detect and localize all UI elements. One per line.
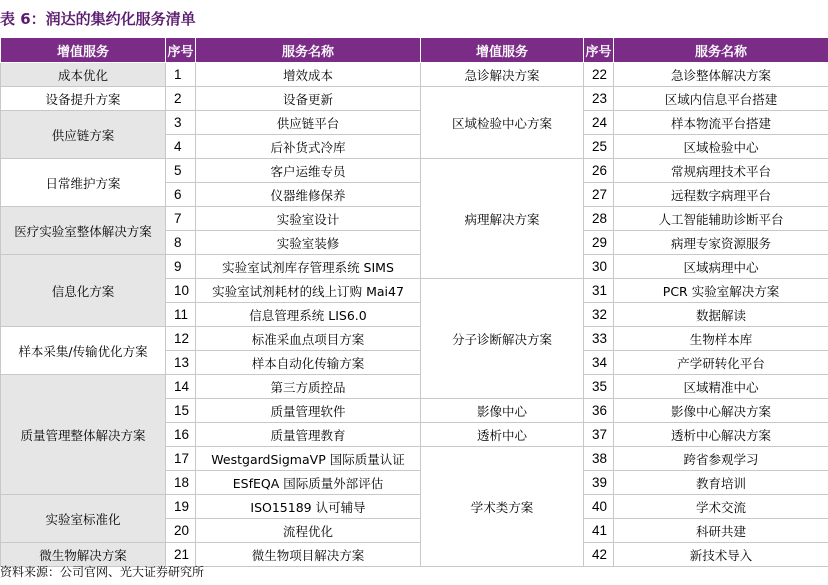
- service-group-right: 区域检验中心方案: [421, 87, 584, 159]
- service-number: 34: [584, 351, 614, 375]
- source-note: 资料来源：公司官网、光大证券研究所: [0, 565, 205, 579]
- table-row: [1, 207, 828, 231]
- service-number: 13: [166, 351, 196, 375]
- service-name: 跨省参观学习: [614, 447, 828, 471]
- service-number: 2: [166, 87, 196, 111]
- service-name: 质量管理教育: [196, 423, 421, 447]
- service-number: 42: [584, 543, 614, 567]
- service-name: ESfEQA 国际质量外部评估: [196, 471, 421, 495]
- service-number: 32: [584, 303, 614, 327]
- service-number: 16: [166, 423, 196, 447]
- service-number: 19: [166, 495, 196, 519]
- service-name: 远程数字病理平台: [614, 183, 828, 207]
- service-number: 23: [584, 87, 614, 111]
- service-number: 18: [166, 471, 196, 495]
- header-num-left: 序号: [166, 38, 196, 63]
- service-number: 21: [166, 543, 196, 567]
- header-num-right: 序号: [584, 38, 614, 63]
- service-number: 15: [166, 399, 196, 423]
- service-name: 质量管理软件: [196, 399, 421, 423]
- table-row: [1, 495, 828, 519]
- service-name: 供应链平台: [196, 111, 421, 135]
- service-number: 35: [584, 375, 614, 399]
- service-name: 透析中心解决方案: [614, 423, 828, 447]
- table-body: [1, 63, 828, 567]
- service-group-left: 微生物解决方案: [1, 543, 166, 567]
- service-name: 实验室试剂耗材的线上订购 Mai47: [196, 279, 421, 303]
- service-name: 人工智能辅助诊断平台: [614, 207, 828, 231]
- service-number: 24: [584, 111, 614, 135]
- service-number: 41: [584, 519, 614, 543]
- table-row: [1, 255, 828, 279]
- service-name: 影像中心解决方案: [614, 399, 828, 423]
- service-group-left: 医疗实验室整体解决方案: [1, 207, 166, 255]
- service-number: 12: [166, 327, 196, 351]
- service-number: 3: [166, 111, 196, 135]
- header-row: [1, 38, 828, 63]
- service-number: 9: [166, 255, 196, 279]
- service-number: 29: [584, 231, 614, 255]
- service-name: 增效成本: [196, 63, 421, 87]
- service-name: 客户运维专员: [196, 159, 421, 183]
- service-name: PCR 实验室解决方案: [614, 279, 828, 303]
- service-group-left: 质量管理整体解决方案: [1, 375, 166, 495]
- service-group-left: 样本采集/传输优化方案: [1, 327, 166, 375]
- service-number: 7: [166, 207, 196, 231]
- service-number: 37: [584, 423, 614, 447]
- service-number: 10: [166, 279, 196, 303]
- service-number: 25: [584, 135, 614, 159]
- service-number: 22: [584, 63, 614, 87]
- service-group-right: 学术类方案: [421, 447, 584, 567]
- service-name: 新技术导入: [614, 543, 828, 567]
- table-row: [1, 87, 828, 111]
- header-service-left: 增值服务: [1, 38, 166, 63]
- service-name: 区域检验中心: [614, 135, 828, 159]
- service-number: 20: [166, 519, 196, 543]
- service-number: 1: [166, 63, 196, 87]
- service-name: 区域精准中心: [614, 375, 828, 399]
- service-name: 实验室装修: [196, 231, 421, 255]
- service-table: [0, 37, 828, 563]
- service-number: 36: [584, 399, 614, 423]
- table-row: [1, 159, 828, 183]
- service-group-right: 病理解决方案: [421, 159, 584, 279]
- service-number: 6: [166, 183, 196, 207]
- service-group-right: 影像中心: [421, 399, 584, 423]
- service-number: 11: [166, 303, 196, 327]
- service-name: 病理专家资源服务: [614, 231, 828, 255]
- service-name: 信息管理系统 LIS6.0: [196, 303, 421, 327]
- service-group-left: 信息化方案: [1, 255, 166, 327]
- service-number: 4: [166, 135, 196, 159]
- service-name: ISO15189 认可辅导: [196, 495, 421, 519]
- service-number: 30: [584, 255, 614, 279]
- table-row: [1, 375, 828, 399]
- header-name-left: 服务名称: [196, 38, 421, 63]
- service-group-left: 日常维护方案: [1, 159, 166, 207]
- service-group-left: 实验室标准化: [1, 495, 166, 543]
- service-name: 常规病理技术平台: [614, 159, 828, 183]
- service-group-left: 供应链方案: [1, 111, 166, 159]
- service-name: 标准采血点项目方案: [196, 327, 421, 351]
- service-number: 27: [584, 183, 614, 207]
- service-name: 样本自动化传输方案: [196, 351, 421, 375]
- service-name: 第三方质控品: [196, 375, 421, 399]
- service-name: 学术交流: [614, 495, 828, 519]
- service-name: 科研共建: [614, 519, 828, 543]
- table-row: [1, 327, 828, 351]
- service-name: 教育培训: [614, 471, 828, 495]
- header-service-right: 增值服务: [421, 38, 584, 63]
- service-name: WestgardSigmaVP 国际质量认证: [196, 447, 421, 471]
- service-number: 17: [166, 447, 196, 471]
- service-name: 区域病理中心: [614, 255, 828, 279]
- service-name: 实验室设计: [196, 207, 421, 231]
- service-name: 微生物项目解决方案: [196, 543, 421, 567]
- service-number: 14: [166, 375, 196, 399]
- service-number: 26: [584, 159, 614, 183]
- service-name: 区域内信息平台搭建: [614, 87, 828, 111]
- service-name: 数据解读: [614, 303, 828, 327]
- service-number: 31: [584, 279, 614, 303]
- service-name: 急诊整体解决方案: [614, 63, 828, 87]
- service-group-right: 急诊解决方案: [421, 63, 584, 87]
- service-number: 8: [166, 231, 196, 255]
- service-number: 5: [166, 159, 196, 183]
- service-group-left: 成本优化: [1, 63, 166, 87]
- service-name: 后补货式冷库: [196, 135, 421, 159]
- service-group-right: 分子诊断解决方案: [421, 279, 584, 399]
- table-row: [1, 111, 828, 135]
- table-title: 表 6：润达的集约化服务清单: [0, 10, 196, 28]
- service-name: 样本物流平台搭建: [614, 111, 828, 135]
- service-name: 仪器维修保养: [196, 183, 421, 207]
- service-group-left: 设备提升方案: [1, 87, 166, 111]
- service-name: 生物样本库: [614, 327, 828, 351]
- service-number: 40: [584, 495, 614, 519]
- service-name: 流程优化: [196, 519, 421, 543]
- service-name: 实验室试剂库存管理系统 SIMS: [196, 255, 421, 279]
- service-name: 设备更新: [196, 87, 421, 111]
- service-number: 38: [584, 447, 614, 471]
- header-name-right: 服务名称: [614, 38, 828, 63]
- service-number: 33: [584, 327, 614, 351]
- table-row: [1, 63, 828, 87]
- service-number: 28: [584, 207, 614, 231]
- service-name: 产学研转化平台: [614, 351, 828, 375]
- service-number: 39: [584, 471, 614, 495]
- service-group-right: 透析中心: [421, 423, 584, 447]
